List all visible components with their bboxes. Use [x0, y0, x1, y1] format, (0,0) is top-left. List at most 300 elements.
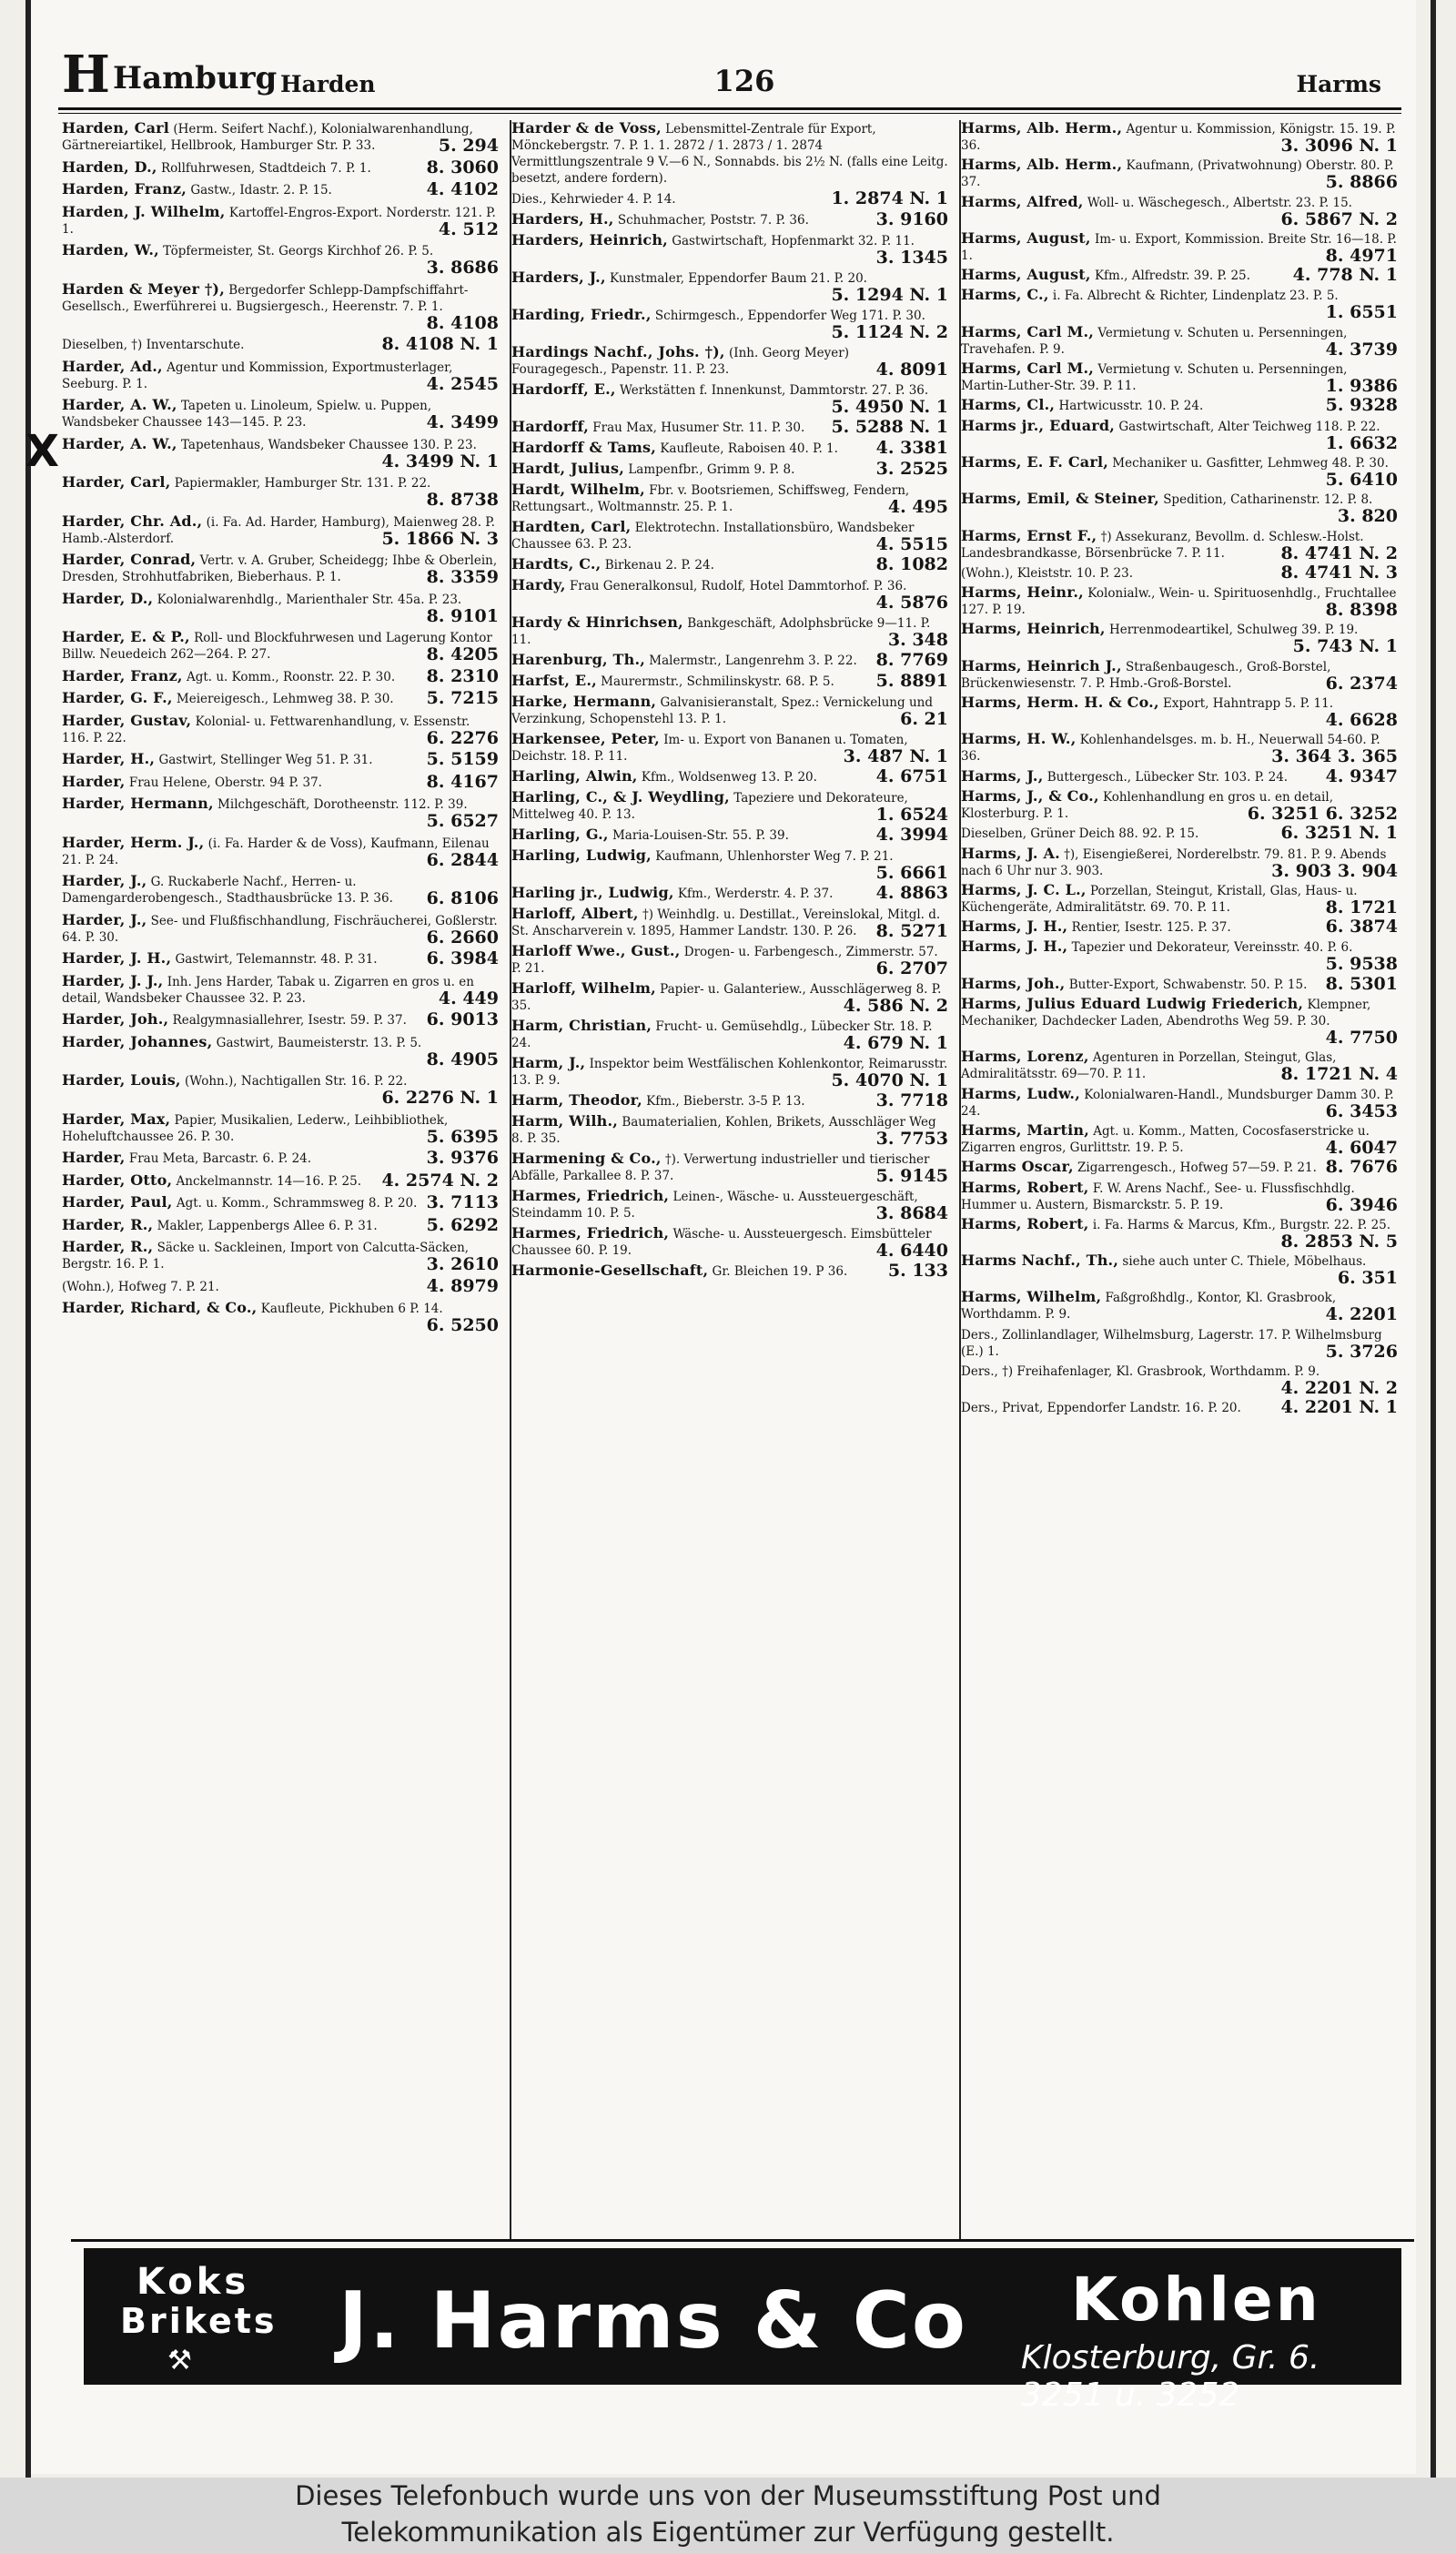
- ad-top-rule: [71, 2239, 1414, 2242]
- entry-name: Harms Oscar,: [961, 1158, 1074, 1176]
- directory-entry: [508, 768, 952, 789]
- telephone-number: 6. 2707: [875, 958, 948, 978]
- entry-details: Woll- u. Wäschegesch., Albertstr. 23. P. 15.: [1087, 195, 1352, 210]
- directory-entry: [957, 1252, 1401, 1289]
- directory-entry: [508, 673, 952, 694]
- ad-address: Klosterburg, Gr. 6. 3251 u. 3252: [1021, 2339, 1320, 2414]
- directory-entry: [957, 360, 1401, 397]
- entry-details: Vermietung v. Schuten u. Persenningen, Travehafen. P. 9.: [961, 325, 1348, 357]
- directory-entry: [58, 665, 502, 691]
- entry-name: Harloff Wwe., Gust.,: [511, 942, 681, 959]
- telephone-number: 3. 820: [1337, 506, 1398, 527]
- entry-name: Harder, R.,: [62, 1215, 154, 1233]
- entry-details: †) Weinhdlg. u. Destillat., Vereinslokal, Mitgl. d. St. Anscharverein v. 1895, Hammer Landstr. 130. P. 26.: [511, 907, 941, 938]
- telephone-number: 6. 2660: [426, 927, 499, 948]
- entry-details: Dieselben, †) Inventarschute.: [62, 338, 245, 352]
- directory-entry: [508, 381, 952, 419]
- listing-column-2: [508, 120, 952, 2239]
- directory-entry: [508, 307, 952, 344]
- entry-details: Kfm., Alfredstr. 39. P. 25.: [1094, 269, 1250, 284]
- entry-details: Im- u. Export von Bananen u. Tomaten, Deichstr. 18. P. 11.: [511, 733, 908, 764]
- telephone-number: 4. 449: [438, 988, 499, 1008]
- entry-name: Harkensee, Peter,: [511, 730, 660, 747]
- entry-name: Hardy,: [511, 576, 566, 593]
- entry-name: Harling, Ludwig,: [511, 846, 652, 864]
- entry-details: Rollfuhrwesen, Stadtdeich 7. P. 1.: [161, 160, 371, 176]
- entry-details: Frau Generalkonsul, Rudolf, Hotel Dammtorhof. P. 36.: [569, 579, 907, 593]
- directory-entry: [957, 621, 1401, 657]
- telephone-number: 3. 903 3. 904: [1271, 860, 1398, 881]
- entry-name: Harmening & Co.,: [511, 1150, 662, 1167]
- entry-details: Rentier, Isestr. 125. P. 37.: [1071, 920, 1231, 936]
- directory-entry: [58, 359, 502, 398]
- entry-details: Kolonialwarenhdlg., Marienthaler Str. 45a. P. 23.: [157, 592, 462, 607]
- telephone-number: 4. 5876: [875, 593, 948, 613]
- telephone-number: 6. 351: [1337, 1268, 1398, 1289]
- entry-details: Gastwirtschaft, Alter Teichweg 118. P. 22.: [1118, 419, 1380, 434]
- telephone-number: 5. 9538: [1325, 954, 1398, 975]
- entry-name: Harder, Ad.,: [62, 357, 163, 375]
- directory-entry: [957, 491, 1401, 527]
- telephone-number: 8. 7769: [875, 650, 948, 670]
- entry-details: †) Assekuranz, Bevollm. d. Schlesw.-Holst. Landesbrandkasse, Börsenbrücke 7. P. 11.: [961, 529, 1364, 561]
- footer-line-1: Dieses Telefonbuch wurde uns von der Museumsstiftung Post und: [295, 2480, 1161, 2511]
- entry-details: Ders., Privat, Eppendorfer Landstr. 16. P. 20.: [961, 1401, 1241, 1416]
- entry-name: Harms, J. H.,: [961, 937, 1068, 956]
- entry-name: Harms, Alfred,: [961, 192, 1084, 210]
- entry-details: Frau Meta, Barcastr. 6. P. 24.: [128, 1151, 312, 1166]
- telephone-number: 5. 6661: [875, 863, 948, 883]
- entry-name: Harms, Carl M.,: [961, 322, 1095, 340]
- entry-name: Harms, Joh.,: [961, 974, 1066, 992]
- telephone-number: 5. 133: [887, 1261, 948, 1281]
- telephone-number: 6. 3251 N. 1: [1280, 823, 1398, 844]
- directory-entry: [58, 242, 502, 281]
- entry-details: Wäsche- u. Aussteuergesch. Eimsbütteler Chaussee 60. P. 19.: [511, 1227, 932, 1258]
- entry-details: Agentur und Kommission, Exportmusterlager, Seeburg. P. 1.: [62, 360, 453, 391]
- entry-name: Harden, W.,: [62, 241, 159, 258]
- directory-entry: [957, 287, 1401, 323]
- telephone-number: 6. 3874: [1325, 917, 1398, 937]
- entry-name: Harden, Carl: [62, 120, 170, 137]
- telephone-number: 3. 7113: [426, 1192, 499, 1212]
- telephone-number: 1. 9386: [1325, 376, 1398, 397]
- entry-details: Töpfermeister, St. Georgs Kirchhof 26. P. 5.: [163, 244, 434, 258]
- entry-name: Harms, Emil, & Steiner,: [961, 490, 1159, 508]
- directory-entry: [508, 1150, 952, 1188]
- telephone-number: 4. 2201 N. 2: [1280, 1377, 1398, 1398]
- entry-details: (Herm. Seifert Nachf.), Kolonialwarenhandlung, Gärtnereiartikel, Hellbrook, Hamburger Str. P. 33.: [62, 122, 473, 153]
- entry-name: Harling jr., Ludwig,: [511, 884, 674, 901]
- directory-entry: [957, 1159, 1401, 1179]
- entry-name: Harms, Heinrich J.,: [961, 656, 1122, 674]
- entry-name: Harder & de Voss,: [511, 120, 662, 137]
- entry-details: Agt. u. Komm., Schrammsweg 8. P. 20.: [176, 1196, 418, 1211]
- telephone-number: 3. 7718: [875, 1090, 948, 1110]
- telephone-number: 4. 8979: [426, 1275, 499, 1296]
- telephone-number: 4. 8091: [875, 360, 948, 380]
- entry-details: i. Fa. Harms & Marcus, Kfm., Burgstr. 22. P. 25.: [1092, 1217, 1391, 1232]
- telephone-number: 4. 2201 N. 1: [1280, 1397, 1398, 1418]
- entry-name: Harder, Johannes,: [62, 1032, 213, 1050]
- telephone-number: 4. 3994: [875, 825, 948, 845]
- entry-name: Harder, Gustav,: [62, 711, 192, 729]
- entry-name: Harmes, Friedrich,: [511, 1187, 670, 1204]
- entry-details: Inh. Jens Harder, Tabak u. Zigarren en gros u. en detail, Wandsbeker Chaussee 32. P. 23.: [62, 974, 474, 1006]
- entry-name: Harder, Herm. J.,: [62, 833, 205, 851]
- entry-details: Kaufmann, (Privatwohnung) Oberstr. 80. P. 37.: [961, 158, 1394, 190]
- entry-details: Tapetenhaus, Wandsbeker Chaussee 130. P. 23.: [180, 437, 477, 452]
- entry-details: Gastwirtschaft, Hopfenmarkt 32. P. 11.: [672, 234, 915, 248]
- entry-name: Harms, Ludw.,: [961, 1084, 1080, 1102]
- telephone-number: 4. 6628: [1325, 710, 1398, 731]
- entry-name: Harder,: [62, 1149, 126, 1166]
- entry-name: Harder, Louis,: [62, 1071, 181, 1089]
- directory-entry: [508, 269, 952, 307]
- telephone-number: 8. 5301: [1325, 973, 1398, 994]
- directory-entry: [58, 629, 502, 668]
- directory-entry: [508, 344, 952, 381]
- entry-details: Fbr. v. Bootsriemen, Schiffsweg, Fendern, Rettungsart., Woltmannstr. 25. P. 1.: [511, 483, 910, 514]
- directory-entry: [957, 882, 1401, 918]
- entry-details: G. Ruckaberle Nachf., Herren- u. Damengarderobengesch., Stadthausbrücke 13. P. 36.: [62, 875, 393, 906]
- entry-name: Harms, C.,: [961, 286, 1049, 304]
- directory-entry: [508, 885, 952, 906]
- telephone-number: 5. 5159: [426, 749, 499, 769]
- entry-details: i. Fa. Albrecht & Richter, Lindenplatz 23. P. 5.: [1052, 289, 1339, 304]
- directory-entry: [957, 324, 1401, 360]
- telephone-number: 5. 294: [438, 136, 499, 156]
- telephone-number: 5. 7215: [426, 688, 499, 708]
- entry-name: Harms, Wilhelm,: [961, 1288, 1102, 1306]
- entry-details: (Wohn.), Kleiststr. 10. P. 23.: [961, 565, 1134, 581]
- header-rule: [58, 107, 1401, 110]
- entry-name: Harder, J.,: [62, 910, 147, 928]
- directory-entry: [957, 564, 1401, 584]
- ad-company: J. Harms & Co: [339, 2275, 967, 2367]
- telephone-number: 1. 2874 N. 1: [831, 188, 948, 208]
- entry-details: Kfm., Bieberstr. 3-5 P. 13.: [646, 1094, 805, 1109]
- telephone-number: 3. 3096 N. 1: [1280, 136, 1398, 156]
- telephone-number: 8. 3359: [426, 567, 499, 587]
- telephone-number: 6. 5867 N. 2: [1280, 208, 1398, 229]
- entry-details: Frucht- u. Gemüsehdlg., Lübecker Str. 18. P. 24.: [511, 1019, 933, 1050]
- telephone-number: 4. 778 N. 1: [1292, 265, 1398, 286]
- telephone-number: 6. 3946: [1325, 1194, 1398, 1215]
- entry-details: Dieselben, Grüner Deich 88. 92. P. 15.: [961, 826, 1199, 842]
- entry-details: Papiermakler, Hamburger Str. 131. P. 22.: [174, 476, 431, 491]
- entry-name: Harms, E. F. Carl,: [961, 452, 1108, 471]
- entry-name: Harder, Conrad,: [62, 551, 197, 568]
- entry-details: †), Eisengießerei, Norderelbstr. 79. 81. P. 9. Abends nach 6 Uhr nur 3. 903.: [961, 846, 1387, 878]
- entry-details: Tapeziere und Dekorateure, Mittelweg 40. P. 13.: [511, 791, 908, 822]
- entry-details: Zigarrengesch., Hofweg 57—59. P. 21.: [1077, 1160, 1317, 1176]
- telephone-number: 4. 6047: [1325, 1137, 1398, 1158]
- directory-entry: [957, 996, 1401, 1049]
- listing-column-3: [957, 120, 1401, 2239]
- entry-details: Porzellan, Steingut, Kristall, Glas, Haus- u. Küchengeräte, Admiralitätstr. 69. 70. P. 11.: [961, 883, 1358, 915]
- entry-details: Tapeten u. Linoleum, Spielw. u. Puppen, Wandsbeker Chaussee 143—145. P. 23.: [62, 399, 432, 430]
- directory-entry: [58, 1239, 502, 1278]
- entry-name: Hardten, Carl,: [511, 518, 632, 535]
- telephone-number: 6. 3453: [1325, 1100, 1398, 1121]
- entry-name: Hardts, C.,: [511, 555, 602, 573]
- entry-name: Harder, Otto,: [62, 1171, 173, 1189]
- entry-details: Kartoffel-Engros-Export. Norderstr. 121. P. 1.: [62, 205, 496, 237]
- directory-entry: [508, 440, 952, 461]
- telephone-number: 5. 5288 N. 1: [831, 417, 948, 437]
- entry-details: Mechaniker u. Gasfitter, Lehmweg 48. P. 30.: [1112, 455, 1389, 471]
- directory-entry: [58, 204, 502, 243]
- telephone-number: 4. 679 N. 1: [843, 1033, 948, 1053]
- entry-name: Harms, Herm. H. & Co.,: [961, 694, 1159, 712]
- entry-details: Vermietung v. Schuten u. Persenningen, Martin-Luther-Str. 39. P. 11.: [961, 362, 1348, 394]
- entry-name: Harms, J. A.: [961, 844, 1060, 862]
- entry-details: siehe auch unter C. Thiele, Möbelhaus.: [1122, 1254, 1367, 1270]
- directory-entry: [508, 906, 952, 943]
- directory-entry: [957, 1180, 1401, 1216]
- entry-name: Harm, Theodor,: [511, 1091, 642, 1109]
- ad-brikets: Brikets: [120, 2301, 278, 2341]
- entry-details: Export, Hahntrapp 5. P. 11.: [1163, 696, 1334, 712]
- directory-entry: [957, 267, 1401, 287]
- entry-name: Harder, A. W.,: [62, 396, 177, 413]
- entry-details: Roll- und Blockfuhrwesen und Lagerung Kontor Billw. Neuedeich 262—264. P. 27.: [62, 631, 492, 662]
- entry-name: Harling, G.,: [511, 826, 609, 843]
- directory-entry: [58, 973, 502, 1012]
- entry-name: Harder, Richard, & Co.,: [62, 1299, 258, 1316]
- telephone-number: 8. 4108 N. 1: [381, 334, 499, 354]
- directory-entry: [957, 157, 1401, 193]
- entry-details: Galvanisieranstalt, Spez.: Vernickelung und Verzinkung, Schopenstehl 13. P. 1.: [511, 695, 933, 726]
- entry-name: Harms, August,: [961, 266, 1091, 284]
- directory-entry: [508, 190, 952, 211]
- telephone-number: 3. 2525: [875, 459, 948, 479]
- directory-entry: [58, 397, 502, 436]
- entry-name: Harm, Christian,: [511, 1017, 652, 1034]
- entry-details: Agt. u. Komm., Roonstr. 22. P. 30.: [186, 669, 396, 684]
- entry-name: Hardorff,: [511, 418, 589, 435]
- listing-column-1: [58, 120, 502, 2239]
- telephone-number: 8. 9101: [426, 605, 499, 626]
- entry-name: Harden, J. Wilhelm,: [62, 202, 226, 220]
- entry-details: Werkstätten f. Innenkunst, Dammtorstr. 27. P. 36.: [620, 383, 929, 398]
- column-divider-2: [959, 120, 961, 2239]
- directory-entry: [508, 1055, 952, 1092]
- entry-name: Hardy & Hinrichsen,: [511, 613, 683, 631]
- directory-entry: [58, 1172, 502, 1195]
- entry-details: Kolonialw., Wein- u. Spirituosenhdlg., Fruchtallee 127. P. 19.: [961, 586, 1397, 618]
- directory-entry: [508, 943, 952, 980]
- telephone-number: 5. 1866 N. 3: [381, 528, 499, 549]
- entry-details: Kfm., Werderstr. 4. P. 37.: [677, 887, 834, 901]
- telephone-number: 8. 4108: [426, 312, 499, 333]
- telephone-number: 4. 9347: [1325, 765, 1398, 786]
- telephone-number: 3. 7753: [875, 1129, 948, 1149]
- page-header: [62, 45, 1381, 105]
- entry-details: Klempner, Mechaniker, Dachdecker Laden, Abendroths Weg 59. P. 30.: [961, 998, 1371, 1029]
- directory-entry: [508, 519, 952, 556]
- telephone-number: 3. 487 N. 1: [843, 746, 948, 766]
- entry-details: Anckelmannstr. 14—16. P. 25.: [176, 1173, 362, 1189]
- directory-entry: [508, 847, 952, 885]
- telephone-number: 5. 6410: [1325, 469, 1398, 490]
- telephone-number: 8. 4205: [426, 644, 499, 664]
- telephone-number: 6. 5250: [426, 1315, 499, 1335]
- entry-name: Harfst, E.,: [511, 672, 597, 689]
- entry-details: Bankgeschäft, Adolphsbrücke 9—11. P. 11.: [511, 616, 931, 647]
- directory-entry: [957, 1216, 1401, 1252]
- directory-entry: [58, 1300, 502, 1339]
- telephone-number: 8. 4905: [426, 1049, 499, 1069]
- directory-entry: [58, 159, 502, 182]
- entry-name: Harms, Robert,: [961, 1214, 1089, 1232]
- entry-name: Harder, E. & P.,: [62, 628, 190, 645]
- telephone-number: 1. 6551: [1325, 302, 1398, 323]
- entry-name: Harms, J.,: [961, 766, 1044, 785]
- directory-entry: [58, 796, 502, 835]
- advertisement-banner: [84, 2248, 1401, 2414]
- entry-name: Harms, Carl M.,: [961, 360, 1095, 378]
- telephone-number: 5. 3726: [1325, 1341, 1398, 1362]
- telephone-number: 3. 2610: [426, 1254, 499, 1274]
- margin-mark: X: [25, 426, 60, 477]
- entry-details: Straßenbaugesch., Groß-Borstel, Brückenwiesenstr. 7. P. Hmb.-Groß-Borstel.: [961, 659, 1331, 691]
- entry-name: Harms, J., & Co.,: [961, 786, 1099, 805]
- entry-details: Kolonialwaren-Handl., Mundsburger Damm 30. P. 24.: [961, 1087, 1394, 1119]
- directory-entry: [58, 1194, 502, 1217]
- entry-details: Birkenau 2. P. 24.: [604, 558, 714, 573]
- entry-details: F. W. Arens Nachf., See- u. Flussfischhdlg. Hummer u. Austern, Bismarckstr. 5. P. 19.: [961, 1181, 1355, 1212]
- telephone-number: 4. 2201: [1325, 1304, 1398, 1325]
- directory-entry: [957, 584, 1401, 621]
- entry-name: Harms, Heinr.,: [961, 583, 1084, 602]
- entry-name: Harms, Julius Eduard Ludwig Friederich,: [961, 995, 1304, 1013]
- directory-entry: [58, 873, 502, 912]
- telephone-number: 4. 4102: [426, 179, 499, 199]
- entry-name: Harder, Max,: [62, 1110, 171, 1128]
- entry-name: Harms Nachf., Th.,: [961, 1252, 1119, 1270]
- telephone-number: 6. 2844: [426, 849, 499, 870]
- entry-details: Makler, Lappenbergs Allee 6. P. 31.: [157, 1218, 378, 1233]
- directory-entry: [508, 614, 952, 652]
- entry-details: Gastwirt, Stellinger Weg 51. P. 31.: [158, 753, 373, 767]
- entry-details: Buttergesch., Lübecker Str. 103. P. 24.: [1046, 769, 1289, 785]
- directory-entry: [508, 556, 952, 577]
- entry-details: Im- u. Export, Kommission. Breite Str. 16—18. P. 1.: [961, 231, 1397, 263]
- directory-entry: [58, 713, 502, 752]
- entry-details: Kunstmaler, Eppendorfer Baum 21. P. 20.: [610, 271, 867, 286]
- entry-details: Gastwirt, Baumeisterstr. 13. P. 5.: [216, 1035, 422, 1050]
- entry-details: Realgymnasiallehrer, Isestr. 59. P. 37.: [172, 1013, 407, 1028]
- directory-entry: [957, 731, 1401, 767]
- header-city: Hamburg: [113, 60, 278, 96]
- directory-entry: [508, 1188, 952, 1225]
- telephone-number: 5. 6395: [426, 1126, 499, 1147]
- telephone-number: 8. 4741 N. 3: [1280, 562, 1398, 583]
- directory-entry: [58, 950, 502, 973]
- directory-entry: [58, 1034, 502, 1073]
- telephone-number: 8. 2853 N. 5: [1280, 1231, 1398, 1252]
- entry-name: Harms, H. W.,: [961, 730, 1077, 748]
- entry-details: (Wohn.), Hofweg 7. P. 21.: [62, 1279, 219, 1294]
- telephone-number: 4. 2545: [426, 373, 499, 394]
- entry-name: Harms, Robert,: [961, 1178, 1089, 1196]
- telephone-number: 4. 3739: [1325, 339, 1398, 360]
- telephone-number: 6. 2374: [1325, 673, 1398, 694]
- directory-entry: [957, 1049, 1401, 1085]
- entry-details: Kaufleute, Raboisen 40. P. 1.: [660, 441, 838, 456]
- directory-entry: [58, 1111, 502, 1150]
- entry-name: Harling, C., & J. Weydling,: [511, 788, 730, 806]
- entry-details: Papier, Musikalien, Lederw., Leihbibliothek, Hoheluftchaussee 26. P. 30.: [62, 1112, 449, 1144]
- telephone-number: 3. 364 3. 365: [1271, 746, 1398, 767]
- entry-details: Elektrotechn. Installationsbüro, Wandsbeker Chaussee 63. P. 23.: [511, 521, 915, 552]
- entry-name: Harder, D.,: [62, 589, 154, 607]
- directory-entry: [58, 771, 502, 796]
- entry-name: Harms jr., Eduard,: [961, 416, 1116, 434]
- entry-name: Harling, Alwin,: [511, 767, 638, 785]
- entry-details: Inspektor beim Westfälischen Kohlenkontor, Reimarusstr. 13. P. 9.: [511, 1057, 948, 1088]
- directory-entry: [58, 1011, 502, 1034]
- crossed-hammers-icon: ⚒: [167, 2345, 192, 2377]
- directory-entry: [58, 1150, 502, 1172]
- telephone-number: 1. 6632: [1325, 432, 1398, 453]
- directory-entry: [957, 1289, 1401, 1325]
- entry-name: Harms, Alb. Herm.,: [961, 156, 1123, 174]
- entry-details: Milchgeschäft, Dorotheenstr. 112. P. 39.: [217, 797, 468, 812]
- header-rule-thin: [58, 113, 1401, 114]
- entry-details: Dies., Kehrwieder 4. P. 14.: [511, 192, 676, 207]
- entry-details: Meiereigesch., Lehmweg 38. P. 30.: [176, 692, 394, 706]
- entry-name: Harms, Heinrich,: [961, 620, 1106, 638]
- directory-entry: [957, 825, 1401, 845]
- column-divider-1: [510, 120, 511, 2239]
- entry-name: Harders, J.,: [511, 269, 606, 286]
- right-page-edge: [1431, 0, 1436, 2554]
- directory-entry: [957, 1326, 1401, 1363]
- entry-name: Harloff, Albert,: [511, 905, 639, 922]
- directory-entry: [957, 788, 1401, 825]
- entry-name: Harder, A. W.,: [62, 434, 177, 452]
- entry-details: (Inh. Georg Meyer) Fouragegesch., Papenstr. 11. P. 23.: [511, 346, 850, 377]
- telephone-number: 8. 4167: [426, 771, 499, 792]
- directory-entry: [58, 281, 502, 337]
- directory-entry: [58, 436, 502, 475]
- entry-details: †). Verwertung industrieller und tierischer Abfälle, Parkallee 8. P. 37.: [511, 1152, 930, 1183]
- listing-columns: [58, 120, 1401, 2239]
- directory-entry: [957, 1122, 1401, 1159]
- telephone-number: 8. 4971: [1325, 245, 1398, 266]
- entry-name: Harden, Franz,: [62, 180, 187, 198]
- entry-details: See- und Flußfischhandlung, Fischräucherei, Goßlerstr. 64. P. 30.: [62, 913, 498, 945]
- left-page-edge: [25, 0, 31, 2554]
- directory-entry: [508, 980, 952, 1018]
- entry-details: (i. Fa. Ad. Harder, Hamburg), Maienweg 28. P. Hamb.-Alsterdorf.: [62, 514, 495, 546]
- telephone-number: 4. 7750: [1325, 1028, 1398, 1049]
- telephone-number: 4. 586 N. 2: [843, 996, 948, 1016]
- directory-entry: [58, 474, 502, 513]
- entry-name: Harm, Wilh.,: [511, 1112, 619, 1130]
- telephone-number: 8. 3060: [426, 157, 499, 177]
- entry-name: Harke, Hermann,: [511, 693, 657, 710]
- directory-entry: [957, 230, 1401, 267]
- entry-details: Vertr. v. A. Gruber, Scheidegg; Ihbe & Oberlein, Dresden, Strohhutfabriken, Bieberhaus. P. 1.: [62, 553, 498, 584]
- directory-entry: [508, 694, 952, 731]
- entry-name: Harder,: [62, 772, 126, 790]
- telephone-number: 8. 1721 N. 4: [1280, 1064, 1398, 1085]
- entry-name: Harden, D.,: [62, 157, 157, 176]
